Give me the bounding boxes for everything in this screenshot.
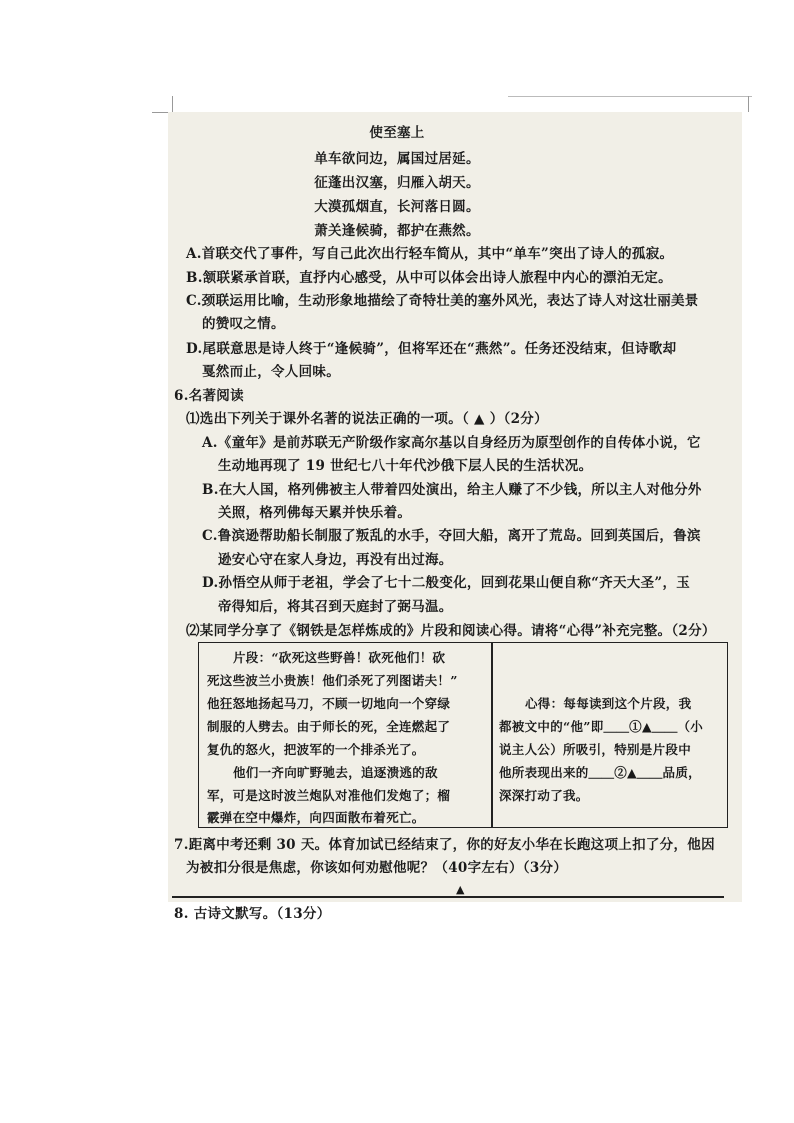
insight-line-blank-2[interactable]: 他所表现出来的＿＿②▲＿＿品质， — [499, 765, 701, 780]
insight-line-blank-1[interactable]: 都被文中的“他”即＿＿①▲＿＿（小 — [499, 719, 704, 734]
poem-title: 使至塞上 — [369, 125, 425, 141]
q6-option-a-cont: 生动地再现了 19 世纪七八十年代沙俄下层人民的生活状况。 — [218, 458, 593, 474]
option-b: B.颔联紧承首联，直抒内心感受，从中可以体会出诗人旅程中内心的漂泊无定。 — [186, 270, 672, 286]
option-c-cont: 的赞叹之情。 — [202, 316, 285, 332]
answer-line[interactable] — [172, 896, 724, 898]
poem-line: 萧关逢候骑，都护在燕然。 — [314, 223, 480, 239]
q6-option-d-cont: 帝得知后，将其召到天庭封了弼马温。 — [218, 599, 453, 615]
poem-line: 征蓬出汉塞，归雁入胡天。 — [314, 175, 480, 191]
option-d: D.尾联意思是诗人终于“逢候骑”，但将军还在“燕然”。任务还没结束，但诗歌却 — [186, 341, 677, 357]
poem-line: 单车欲问边，属国过居延。 — [314, 151, 480, 167]
page-corner-mark — [152, 96, 173, 113]
excerpt-line: 复仇的怒火，把波军的一个排杀光了。 — [207, 742, 425, 757]
excerpt-table — [198, 642, 728, 828]
insight-line: 心得：每每读到这个片段，我 — [525, 696, 692, 711]
excerpt-line: 制服的人劈去。由于师长的死，全连燃起了 — [207, 719, 451, 734]
q6-option-c: C.鲁滨逊帮助船长制服了叛乱的水手，夺回大船，离开了荒岛。回到英国后，鲁滨 — [202, 528, 701, 544]
answer-marker-icon: ▲ — [456, 883, 465, 896]
insight-line: 说主人公）所吸引，特别是片段中 — [499, 742, 692, 757]
question-6-part1: ⑴选出下列关于课外名著的说法正确的一项。（ ▲ ）（2分） — [186, 411, 548, 427]
q6-option-d: D.孙悟空从师于老祖，学会了七十二般变化，回到花果山便自称“齐天大圣”，玉 — [202, 575, 691, 591]
excerpt-line: 霰弹在空中爆炸，向四面散布着死亡。 — [207, 810, 425, 825]
q6-option-b: B.在大人国，格列佛被主人带着四处演出，给主人赚了不少钱，所以主人对他分外 — [202, 482, 702, 498]
question-6-part2: ⑵某同学分享了《钢铁是怎样炼成的》片段和阅读心得。请将“心得”补充完整。（2分） — [186, 623, 716, 639]
question-8-title: 8. 古诗文默写。（13分） — [174, 906, 331, 922]
excerpt-line: 片段：“砍死这些野兽！砍死他们！砍 — [233, 650, 446, 665]
poem-line: 大漠孤烟直，长河落日圆。 — [314, 199, 480, 215]
option-c: C.颈联运用比喻，生动形象地描绘了奇特壮美的塞外风光，表达了诗人对这壮丽美景 — [186, 293, 699, 309]
excerpt-line: 死这些波兰小贵族！他们杀死了列图诺夫！” — [207, 673, 458, 688]
option-a: A.首联交代了事件，写自己此次出行轻车简从，其中“单车”突出了诗人的孤寂。 — [186, 246, 674, 262]
option-d-cont: 戛然而止，令人回味。 — [202, 364, 340, 380]
question-6-title: 6.名著阅读 — [174, 388, 244, 404]
insight-line: 深深打动了我。 — [499, 788, 589, 803]
question-7-line1: 7.距离中考还剩 30 天。体育加试已经结束了，你的好友小华在长跑这项上扣了分，他因 — [174, 837, 715, 853]
header-line — [508, 96, 752, 97]
excerpt-line: 他狂怒地扬起马刀，不顾一切地向一个穿绿 — [207, 696, 451, 711]
excerpt-line: 军，可是这时波兰炮队对准他们发炮了；榴 — [207, 788, 451, 803]
q6-option-c-cont: 逊安心守在家人身边，再没有出过海。 — [218, 552, 453, 568]
excerpt-line: 他们一齐向旷野驰去，追逐溃逃的敌 — [233, 765, 438, 780]
table-divider — [491, 643, 493, 827]
q6-option-a: A.《童年》是前苏联无产阶级作家高尔基以自身经历为原型创作的自传体小说，它 — [202, 435, 701, 451]
q6-option-b-cont: 关照，格列佛每天累并快乐着。 — [218, 505, 412, 521]
question-7-line2: 为被扣分很是焦虑，你该如何劝慰他呢？（40字左右）（3分） — [186, 860, 568, 876]
page-corner-mark — [748, 96, 755, 112]
